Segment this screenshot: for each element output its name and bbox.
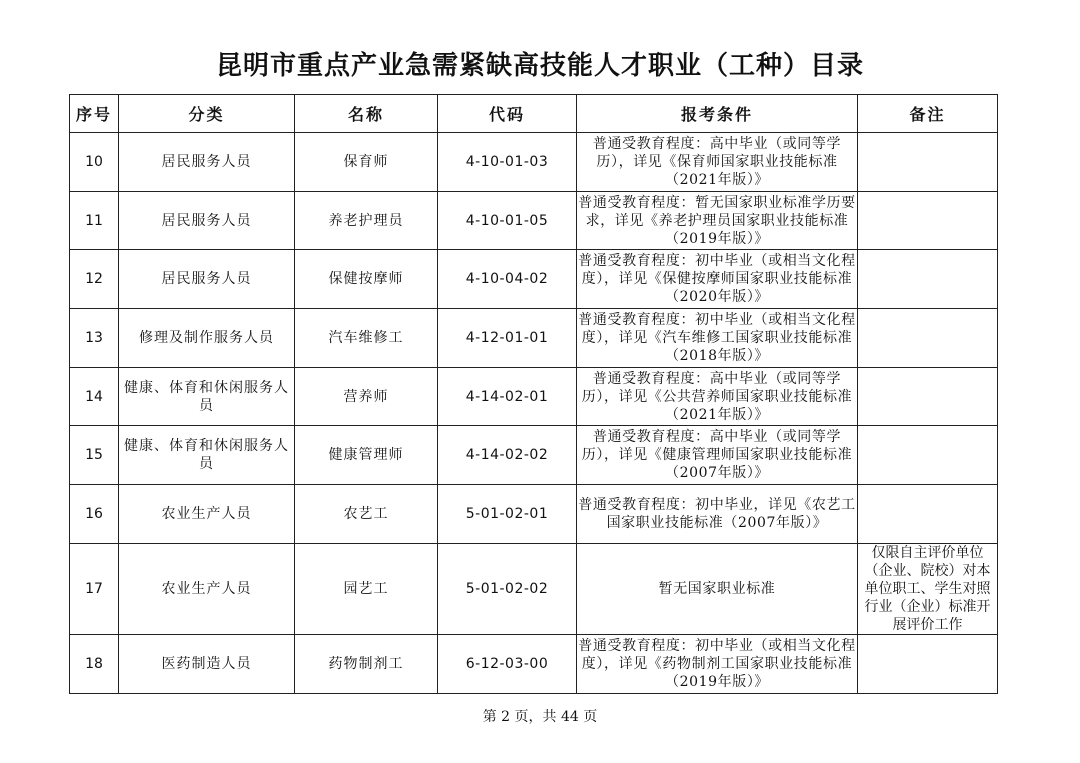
row-requirements: 普通受教育程度：初中毕业（或相当文化程度），详见《药物制剂工国家职业技能标准（2019年版）》 (577, 634, 858, 693)
row-code: 4-14-02-01 (438, 367, 577, 426)
table-row (70, 485, 998, 544)
row-seq: 15 (70, 426, 119, 485)
row-requirements: 普通受教育程度：暂无国家职业标准学历要求，详见《养老护理员国家职业技能标准（2019年版）》 (577, 191, 858, 250)
row-name: 农艺工 (295, 485, 438, 544)
row-code: 4-10-04-02 (438, 250, 577, 309)
row-category: 居民服务人员 (119, 133, 295, 192)
page-number-footer: 第 2 页，共 44 页 (482, 709, 598, 725)
row-remarks (858, 191, 998, 250)
row-remarks (858, 133, 998, 192)
row-category: 修理及制作服务人员 (119, 309, 295, 368)
row-category: 健康、体育和休闲服务人员 (119, 367, 295, 426)
row-remarks: 仅限自主评价单位（企业、院校）对本单位职工、学生对照行业（企业）标准开展评价工作 (858, 543, 998, 634)
header-requirements: 报考条件 (577, 95, 858, 133)
table-row (70, 133, 998, 192)
row-category: 居民服务人员 (119, 191, 295, 250)
row-remarks (858, 309, 998, 368)
table-row (70, 634, 998, 693)
row-remarks (858, 634, 998, 693)
table-header-row (70, 95, 998, 133)
row-name: 药物制剂工 (295, 634, 438, 693)
header-name: 名称 (295, 95, 438, 133)
table-row (70, 367, 998, 426)
row-seq: 14 (70, 367, 119, 426)
table-row (70, 309, 998, 368)
table-row (70, 543, 998, 634)
row-code: 4-14-02-02 (438, 426, 577, 485)
row-name: 养老护理员 (295, 191, 438, 250)
row-requirements: 普通受教育程度：初中毕业（或相当文化程度），详见《保健按摩师国家职业技能标准（2020年版）》 (577, 250, 858, 309)
row-category: 健康、体育和休闲服务人员 (119, 426, 295, 485)
header-seq: 序号 (70, 95, 119, 133)
page-title: 昆明市重点产业急需紧缺高技能人才职业（工种）目录 (215, 51, 864, 81)
row-code: 4-12-01-01 (438, 309, 577, 368)
row-code: 5-01-02-01 (438, 485, 577, 544)
row-requirements: 普通受教育程度：高中毕业（或同等学历），详见《健康管理师国家职业技能标准（2007年版）》 (577, 426, 858, 485)
row-category: 农业生产人员 (119, 485, 295, 544)
row-name: 保育师 (295, 133, 438, 192)
row-requirements: 暂无国家职业标准 (577, 543, 858, 634)
row-category: 农业生产人员 (119, 543, 295, 634)
row-category: 医药制造人员 (119, 634, 295, 693)
row-seq: 18 (70, 634, 119, 693)
row-category: 居民服务人员 (119, 250, 295, 309)
header-remarks: 备注 (858, 95, 998, 133)
row-code: 4-10-01-05 (438, 191, 577, 250)
row-requirements: 普通受教育程度：初中毕业（或相当文化程度），详见《汽车维修工国家职业技能标准（2018年版）》 (577, 309, 858, 368)
row-code: 5-01-02-02 (438, 543, 577, 634)
header-code: 代码 (438, 95, 577, 133)
row-requirements: 普通受教育程度：高中毕业（或同等学历），详见《公共营养师国家职业技能标准（2021年版）》 (577, 367, 858, 426)
row-remarks (858, 250, 998, 309)
table-row (70, 426, 998, 485)
row-seq: 10 (70, 133, 119, 192)
row-seq: 16 (70, 485, 119, 544)
row-seq: 17 (70, 543, 119, 634)
row-remarks (858, 426, 998, 485)
table-row (70, 191, 998, 250)
row-remarks (858, 485, 998, 544)
table-row (70, 250, 998, 309)
row-name: 营养师 (295, 367, 438, 426)
occupation-catalog-table (69, 94, 998, 694)
row-name: 健康管理师 (295, 426, 438, 485)
row-code: 6-12-03-00 (438, 634, 577, 693)
header-category: 分类 (119, 95, 295, 133)
row-seq: 12 (70, 250, 119, 309)
row-remarks (858, 367, 998, 426)
row-seq: 11 (70, 191, 119, 250)
row-code: 4-10-01-03 (438, 133, 577, 192)
row-name: 保健按摩师 (295, 250, 438, 309)
row-requirements: 普通受教育程度：初中毕业，详见《农艺工国家职业技能标准（2007年版）》 (577, 485, 858, 544)
row-seq: 13 (70, 309, 119, 368)
row-requirements: 普通受教育程度：高中毕业（或同等学历），详见《保育师国家职业技能标准（2021年版）》 (577, 133, 858, 192)
row-name: 园艺工 (295, 543, 438, 634)
row-name: 汽车维修工 (295, 309, 438, 368)
